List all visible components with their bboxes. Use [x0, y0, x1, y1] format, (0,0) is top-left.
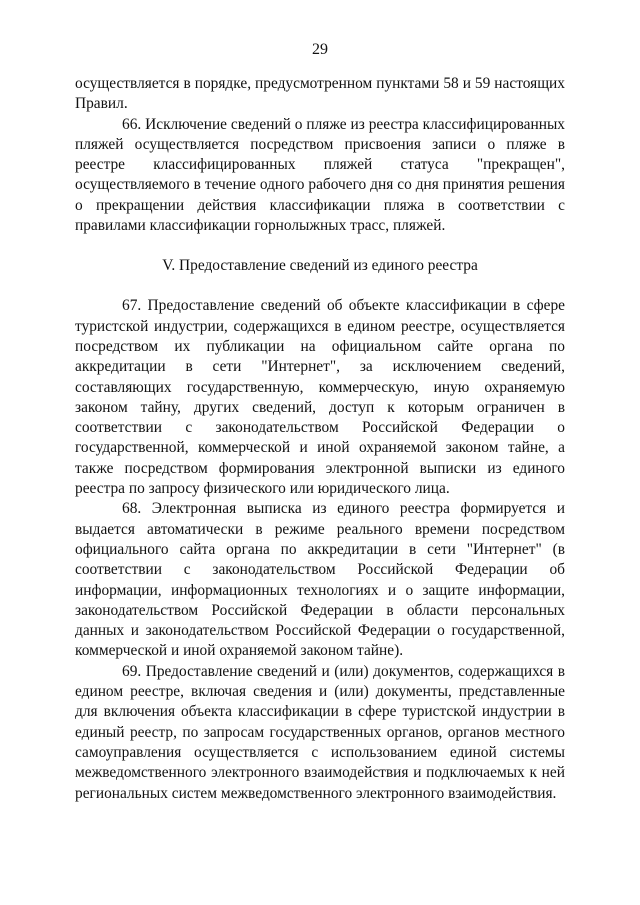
page-number: 29 [312, 41, 328, 58]
paragraph-68: 68. Электронная выписка из единого реестра формируется и выдается автоматически в режиме реального времени посредством официального сайта органа по аккредитации в сети "Интернет" (в соответствии с законодательством Российской Федерации об информации, информационных технологиях и о защите информации, законодательством Российской Федерации в области персональных данных и законодательством Российской Федерации о государственной, коммерческой и иной охраняемой законом тайне). [75, 500, 565, 660]
paragraph-66: 66. Исключение сведений о пляже из реестра классифицированных пляжей осуществляется посредством присвоения записи о пляже в реестре классифицированных пляжей статуса "прекращен", осуществляемого в течение одного рабочего дня со дня принятия решения о прекращении действия классификации пляжа в соответствии с правилами классификации горнолыжных трасс, пляжей. [75, 115, 565, 235]
paragraph-67: 67. Предоставление сведений об объекте классификации в сфере туристской индустрии, содержащихся в едином реестре, осуществляется посредством их публикации на официальном сайте органа по аккредитации в сети "Интернет", за исключением сведений, составляющих государственную, коммерческую, иную охраняемую законом тайну, других сведений, доступ к которым ограничен в соответствии с законодательством Российской Федерации о государственной, коммерческой и иной охраняемой законом тайне, а также посредством формирования электронной выписки из единого реестра по запросу физического или юридического лица. [75, 297, 565, 498]
paragraph-continuation: осуществляется в порядке, предусмотренном пунктами 58 и 59 настоящих Правил. [75, 75, 565, 113]
section-heading: V. Предоставление сведений из единого реестра [162, 257, 478, 275]
paragraph-69: 69. Предоставление сведений и (или) документов, содержащихся в едином реестре, включая сведения и (или) документы, представленные для включения объекта классификации в сфере туристской индустрии в единый реестр, по запросам государственных органов, органов местного самоуправления осуществляется с использованием единой системы межведомственного электронного взаимодействия и подключаемых к ней региональных систем межведомственного электронного взаимодействия. [75, 662, 565, 802]
page-content [75, 74, 565, 804]
